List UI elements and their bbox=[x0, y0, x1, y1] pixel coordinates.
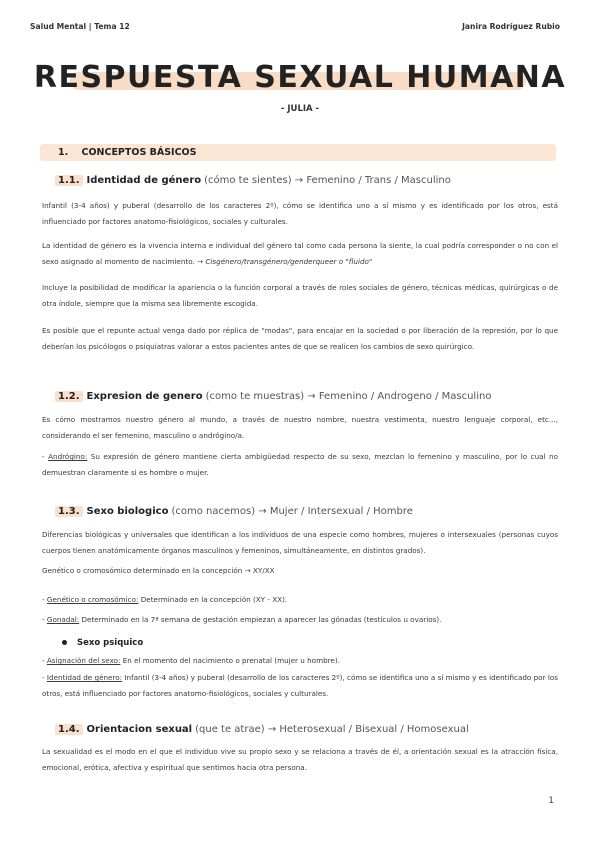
subheading-rest: (que te atrae) → Heterosexual / Bisexual / Homosexual bbox=[195, 724, 469, 735]
paragraph: La sexualidad es el modo en el que el individuo vive su propio sexo y se relaciona a través de él, a orientación sexual es la atracción física, emocional, erótica, afectiva y espiritual que sentimos hacia otra persona. bbox=[42, 747, 558, 772]
paragraph bbox=[42, 238, 558, 269]
paragraph: Es cómo mostramos nuestro género al mundo, a través de nuestro nombre, nuestra vestimenta, nuestro lenguaje corporal, etc..., considerando el ser femenino, masculino o andrógino/a. bbox=[42, 415, 558, 440]
header-right: Janira Rodríguez Rubio bbox=[462, 22, 560, 31]
paragraph-text: Determinado en la concepción (XY - XX). bbox=[140, 595, 288, 604]
paragraph-text: La identidad de género es la vivencia interna e individual del género tal como cada persona la siente, la cual podría corresponder o no con el sexo asignado al momento de nacimiento. → bbox=[42, 241, 558, 266]
dash: - bbox=[42, 595, 47, 604]
paragraph bbox=[42, 592, 558, 608]
subheading-term: Sexo biologico bbox=[86, 506, 169, 517]
dash: - bbox=[42, 673, 47, 682]
subheading-rest: (como te muestras) → Femenino / Androgeno / Masculino bbox=[205, 391, 492, 402]
paragraph: Es posible que el repunte actual venga dado por réplica de "modas", para encajar en la sociedad o por liberación de la represión, por lo que deberían los psicólogos o psiquiatras valorar a estos pacientes antes de que se realicen los cambios de sexo quirúrgico. bbox=[42, 326, 558, 351]
section-title: CONCEPTOS BÁSICOS bbox=[81, 147, 197, 158]
subheading-rest: (cómo te sientes) → Femenino / Trans / Masculino bbox=[204, 175, 451, 186]
dash: - bbox=[42, 656, 47, 665]
page-subtitle: - JULIA - bbox=[280, 104, 320, 114]
bullet-icon bbox=[62, 640, 67, 645]
paragraph: Diferencias biológicas y universales que identifican a los individuos de una especie como hombres, mujeres o intersexuales (personas cuyos cuerpos tienen anatómicamente órganos masculinos y femeninos, simultáneamente, en distintos grados). bbox=[42, 530, 558, 555]
subheading-number: 1.2. bbox=[55, 391, 83, 402]
subheading-number: 1.4. bbox=[55, 724, 83, 735]
subheading-term: Orientacion sexual bbox=[86, 724, 193, 735]
bullet-text: Sexo psiquico bbox=[77, 638, 144, 648]
subheading-1-4 bbox=[55, 724, 469, 735]
paragraph bbox=[42, 670, 558, 701]
subheading-number: 1.1. bbox=[55, 175, 83, 186]
term-underlined: Gonadal: bbox=[46, 615, 80, 624]
paragraph-text: En el momento del nacimiento o prenatal (mujer u hombre). bbox=[122, 656, 340, 665]
dash: - bbox=[42, 452, 49, 461]
subheading-1-3 bbox=[55, 506, 413, 517]
paragraph bbox=[42, 449, 558, 480]
section-heading bbox=[58, 147, 196, 158]
paragraph-text: Infantil (3-4 años) y puberal (desarrollo de los caracteres 2º), cómo se identifica uno a sí mismo y es identificado por los otros, está influenciado por factores anatomo-fisiológicos, sociales y culturales. bbox=[42, 673, 558, 698]
subheading-rest: (como nacemos) → Mujer / Intersexual / Hombre bbox=[171, 506, 413, 517]
term-underlined: Identidad de género: bbox=[46, 673, 123, 682]
paragraph-text: Su expresión de género mantiene cierta ambigüedad respecto de su sexo, mezclan lo femenino y masculino, por lo cual no demuestran claramente si es hombre o mujer. bbox=[42, 452, 558, 477]
subheading-1-2 bbox=[55, 391, 491, 402]
paragraph bbox=[42, 653, 558, 669]
page-title: RESPUESTA SEXUAL HUMANA bbox=[33, 60, 567, 95]
paragraph bbox=[42, 612, 558, 628]
section-number: 1. bbox=[58, 147, 69, 158]
page-number: 1 bbox=[548, 796, 554, 806]
bullet-heading bbox=[62, 638, 143, 648]
subheading-term: Identidad de género bbox=[86, 175, 202, 186]
term-underlined: Andrógino: bbox=[48, 452, 88, 461]
paragraph: Infantil (3-4 años) y puberal (desarrollo de los caracteres 2º), cómo se identifica uno a sí mismo y es identificado por los otros, está influenciado por factores anatomo-fisiológicos, sociales y culturales. bbox=[42, 201, 558, 226]
dash: - bbox=[42, 615, 47, 624]
paragraph: Incluye la posibilidad de modificar la apariencia o la función corporal a través de roles sociales de género, técnicas médicas, quirúrgicas o de otra índole, siempre que la misma sea libremente escogida. bbox=[42, 283, 558, 308]
subheading-term: Expresion de genero bbox=[86, 391, 203, 402]
paragraph: Genético o cromosómico determinado en la concepción → XY/XX bbox=[42, 566, 275, 575]
paragraph-italic: Cisgénero/transgénero/genderqueer o "fluido" bbox=[205, 256, 373, 266]
subheading-1-1 bbox=[55, 175, 451, 186]
subheading-number: 1.3. bbox=[55, 506, 83, 517]
term-underlined: Genético o cromosómico: bbox=[46, 595, 139, 604]
paragraph-text: Determinado en la 7ª semana de gestación empiezan a aparecer las gónadas (testículos u ovarios). bbox=[81, 615, 442, 624]
term-underlined: Asignación del sexo: bbox=[46, 656, 121, 665]
header-left: Salud Mental | Tema 12 bbox=[30, 22, 130, 31]
